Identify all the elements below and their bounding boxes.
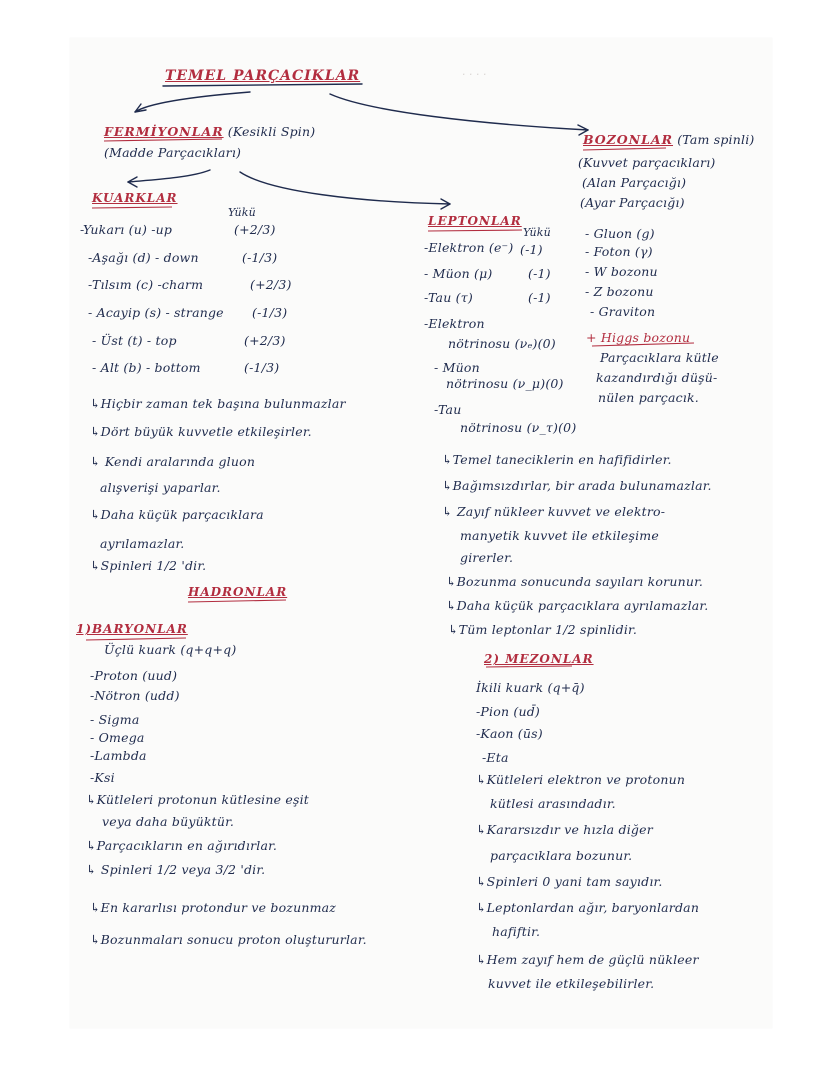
boson-item: Parçacıklara kütle [600, 350, 719, 365]
lepton-label: - Müon [434, 360, 480, 375]
mesons-heading: 2) MEZONLAR [484, 652, 594, 666]
bleed-through-text: · · · · [462, 68, 487, 81]
quark-note: alışverişi yaparlar. [100, 480, 221, 495]
lepton-note: girerler. [460, 550, 514, 565]
leptons-heading: LEPTONLAR [428, 214, 522, 228]
higgs-boson-item: + Higgs bozonu [586, 330, 691, 345]
quark-label: - Üst (t) - top [92, 333, 177, 348]
leptons-charge-header: Yükü [523, 226, 551, 239]
baryon-item: -Proton (uud) [90, 668, 178, 683]
lepton-label: nötrinosu (νₑ)(0) [448, 336, 556, 351]
quark-note: ↳ Kendi aralarında gluon [90, 454, 256, 469]
fermions-subtitle: (Madde Parçacıkları) [104, 145, 242, 160]
meson-note: ↳Leptonlardan ağır, baryonlardan [476, 900, 700, 915]
lepton-note: ↳Daha küçük parçacıklara ayrılamazlar. [446, 598, 709, 613]
meson-item: -Pion (ud̄) [476, 704, 540, 719]
lepton-label: -Tau [434, 402, 462, 417]
fermions-heading: FERMİYONLAR [104, 124, 224, 139]
lepton-label: nötrinosu (ν_μ)(0) [446, 376, 564, 391]
baryon-note: ↳Parçacıkların en ağırıdırlar. [86, 838, 278, 853]
bosons-heading: BOZONLAR [583, 132, 674, 147]
boson-item: - W bozonu [585, 264, 658, 279]
quark-charge: (-1/3) [242, 250, 278, 265]
baryons-subtitle: Üçlü kuark (q+q+q) [104, 642, 237, 657]
meson-note: parçacıklara bozunur. [490, 848, 633, 863]
baryon-note: ↳Kütleleri protonun kütlesine eşit [86, 792, 310, 807]
meson-note: kütlesi arasındadır. [490, 796, 616, 811]
quark-label: - Alt (b) - bottom [92, 360, 201, 375]
meson-note: ↳Kararsızdır ve hızla diğer [476, 822, 653, 837]
baryon-note: ↳ Spinleri 1/2 veya 3/2 'dir. [86, 862, 266, 877]
quark-charge: (+2/3) [244, 333, 286, 348]
quark-label: -Yukarı (u) -up [80, 222, 173, 237]
lepton-note: ↳Tüm leptonlar 1/2 spinlidir. [448, 622, 638, 637]
quarks-charge-header: Yükü [228, 206, 256, 219]
baryon-note: veya daha büyüktür. [102, 814, 235, 829]
quark-charge: (+2/3) [234, 222, 276, 237]
quark-note: ↳Spinleri 1/2 'dir. [90, 558, 207, 573]
quark-label: - Acayip (s) - strange [88, 305, 224, 320]
bosons-block [583, 132, 754, 147]
boson-item: nülen parçacık. [598, 390, 699, 405]
lepton-label: -Elektron (e⁻) [424, 240, 514, 255]
lepton-label: -Tau (τ) [424, 290, 473, 305]
baryon-item: -Lambda [90, 748, 147, 763]
meson-item: -Kaon (ūs) [476, 726, 543, 741]
meson-note: ↳Kütleleri elektron ve protonun [476, 772, 686, 787]
baryon-note: ↳Bozunmaları sonucu proton oluştururlar. [90, 932, 367, 947]
bosons-line: (Ayar Parçacığı) [580, 195, 685, 210]
fermions-heading-note: (Kesikli Spin) [227, 124, 316, 139]
lepton-note: ↳Temel taneciklerin en hafifidirler. [442, 452, 672, 467]
quark-label: -Aşağı (d) - down [88, 250, 199, 265]
boson-item: - Foton (γ) [585, 244, 653, 259]
baryon-item: - Sigma [90, 712, 140, 727]
lepton-label: -Elektron [424, 316, 485, 331]
boson-item: - Gluon (g) [585, 226, 655, 241]
hadrons-heading: HADRONLAR [188, 585, 288, 599]
lepton-charge: (-1) [528, 266, 551, 281]
boson-item: - Graviton [590, 304, 656, 319]
baryons-heading: 1)BARYONLAR [76, 622, 188, 636]
fermions-block [104, 124, 315, 139]
bosons-line: (Alan Parçacığı) [582, 175, 687, 190]
quark-note: ↳Hiçbir zaman tek başına bulunmazlar [90, 396, 346, 411]
lepton-note: ↳ Zayıf nükleer kuvvet ve elektro- [442, 504, 666, 519]
boson-item: kazandırdığı düşü- [596, 370, 718, 385]
bosons-heading-note: (Tam spinli) [677, 132, 755, 147]
quarks-heading: KUARKLAR [92, 191, 178, 205]
baryon-item: -Ksi [90, 770, 115, 785]
quark-note: ↳Dört büyük kuvvetle etkileşirler. [90, 424, 312, 439]
lepton-note: ↳Bağımsızdırlar, bir arada bulunamazlar. [442, 478, 712, 493]
quark-note: ↳Daha küçük parçacıklara [90, 507, 264, 522]
quark-charge: (+2/3) [250, 277, 292, 292]
meson-note: ↳Spinleri 0 yani tam sayıdır. [476, 874, 663, 889]
meson-note: ↳Hem zayıf hem de güçlü nükleer [476, 952, 699, 967]
lepton-label: nötrinosu (ν_τ)(0) [460, 420, 577, 435]
quark-note: ayrılamazlar. [100, 536, 185, 551]
baryon-note: ↳En kararlısı protondur ve bozunmaz [90, 900, 337, 915]
quark-charge: (-1/3) [252, 305, 288, 320]
lepton-charge: (-1) [520, 242, 543, 257]
lepton-charge: (-1) [528, 290, 551, 305]
boson-item: - Z bozonu [585, 284, 654, 299]
mesons-subtitle: İkili kuark (q+q̄) [476, 680, 585, 695]
quark-charge: (-1/3) [244, 360, 280, 375]
baryon-item: -Nötron (udd) [90, 688, 180, 703]
quark-label: -Tılsım (c) -charm [88, 277, 204, 292]
bosons-line: (Kuvvet parçacıkları) [578, 155, 716, 170]
meson-note: kuvvet ile etkileşebilirler. [488, 976, 655, 991]
meson-item: -Eta [482, 750, 509, 765]
baryon-item: - Omega [90, 730, 145, 745]
lepton-label: - Müon (μ) [424, 266, 493, 281]
meson-note: hafiftir. [492, 924, 541, 939]
lepton-note: manyetik kuvvet ile etkileşime [460, 528, 659, 543]
page-title: TEMEL PARÇACIKLAR [165, 68, 361, 84]
lepton-note: ↳Bozunma sonucunda sayıları korunur. [446, 574, 704, 589]
